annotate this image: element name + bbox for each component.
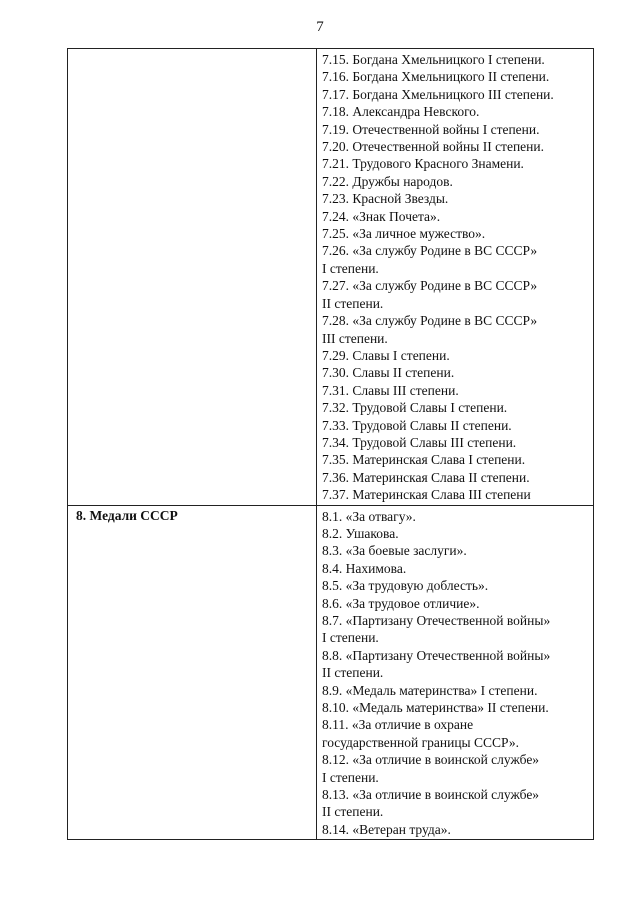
list-item: государственной границы СССР».	[322, 734, 519, 750]
list-item: I степени.	[322, 260, 379, 276]
list-item: 7.27. «За службу Родине в ВС СССР»	[322, 278, 538, 294]
list-item: 8.4. Нахимова.	[322, 560, 407, 576]
list-item: II степени.	[322, 804, 384, 820]
list-item: 7.20. Отечественной войны II степени.	[322, 139, 544, 155]
section-8-title: 8. Медали СССР	[76, 507, 178, 523]
list-item: II степени.	[322, 665, 384, 681]
list-item: 7.17. Богдана Хмельницкого III степени.	[322, 86, 554, 102]
list-item: 8.7. «Партизану Отечественной войны»	[322, 613, 551, 628]
section-8-title-cell	[68, 505, 317, 840]
list-item: 7.16. Богдана Хмельницкого II степени.	[322, 69, 550, 85]
list-item: 8.11. «За отличие в охране	[322, 717, 474, 733]
list-item: 7.24. «Знак Почета».	[322, 208, 441, 224]
list-item: 7.26. «За службу Родине в ВС СССР»	[322, 243, 538, 259]
page-number: 7	[316, 19, 324, 35]
list-item: 7.35. Материнская Слава I степени.	[322, 452, 526, 468]
list-item: 7.32. Трудовой Славы I степени.	[322, 400, 508, 416]
list-item: 7.28. «За службу Родине в ВС СССР»	[322, 313, 538, 329]
list-item: 7.21. Трудового Красного Знамени.	[322, 156, 524, 172]
list-item: 8.3. «За боевые заслуги».	[322, 543, 467, 559]
list-item: I степени.	[322, 769, 379, 785]
list-item: 7.19. Отечественной войны I степени.	[322, 121, 540, 137]
section-7-title	[68, 49, 316, 50]
list-item: 7.30. Славы II степени.	[322, 365, 455, 381]
list-item: 7.31. Славы III степени.	[322, 382, 459, 398]
list-item: I степени.	[322, 630, 379, 646]
list-item: 8.10. «Медаль материнства» II степени.	[322, 700, 549, 716]
list-item: 8.13. «За отличие в воинской службе»	[322, 787, 540, 803]
list-item: 8.6. «За трудовое отличие».	[322, 595, 480, 611]
list-item: III степени.	[322, 330, 388, 346]
list-item: 7.18. Александра Невского.	[322, 104, 480, 120]
list-item: 7.29. Славы I степени.	[322, 347, 450, 363]
list-item: 7.23. Красной Звезды.	[322, 191, 449, 207]
section-7-list	[317, 49, 593, 505]
awards-table	[67, 48, 594, 840]
list-item: 8.9. «Медаль материнства» I степени.	[322, 682, 538, 698]
list-item: II степени.	[322, 295, 384, 311]
list-item: 8.14. «Ветеран труда».	[322, 821, 451, 837]
list-item: 7.25. «За личное мужество».	[322, 226, 486, 242]
list-item: 7.22. Дружбы народов.	[322, 173, 453, 189]
section-8-items-cell	[317, 505, 594, 840]
list-item: 8.2. Ушакова.	[322, 525, 399, 541]
list-item: 8.8. «Партизану Отечественной войны»	[322, 647, 551, 663]
table-row-section-8	[68, 505, 594, 840]
table-row-section-7	[68, 49, 594, 506]
section-7-items-cell	[317, 49, 594, 506]
list-item: 8.1. «За отвагу».	[322, 508, 416, 524]
list-item: 7.36. Материнская Слава II степени.	[322, 469, 530, 485]
list-item: 7.34. Трудовой Славы III степени.	[322, 434, 517, 450]
section-7-title-cell	[68, 49, 317, 506]
list-item: 7.15. Богдана Хмельницкого I степени.	[322, 52, 545, 67]
section-8-list	[317, 506, 593, 840]
list-item: 8.12. «За отличие в воинской службе»	[322, 752, 540, 768]
list-item: 8.5. «За трудовую доблесть».	[322, 578, 489, 594]
list-item: 7.37. Материнская Слава III степени	[322, 487, 531, 503]
list-item: 7.33. Трудовой Славы II степени.	[322, 417, 512, 433]
